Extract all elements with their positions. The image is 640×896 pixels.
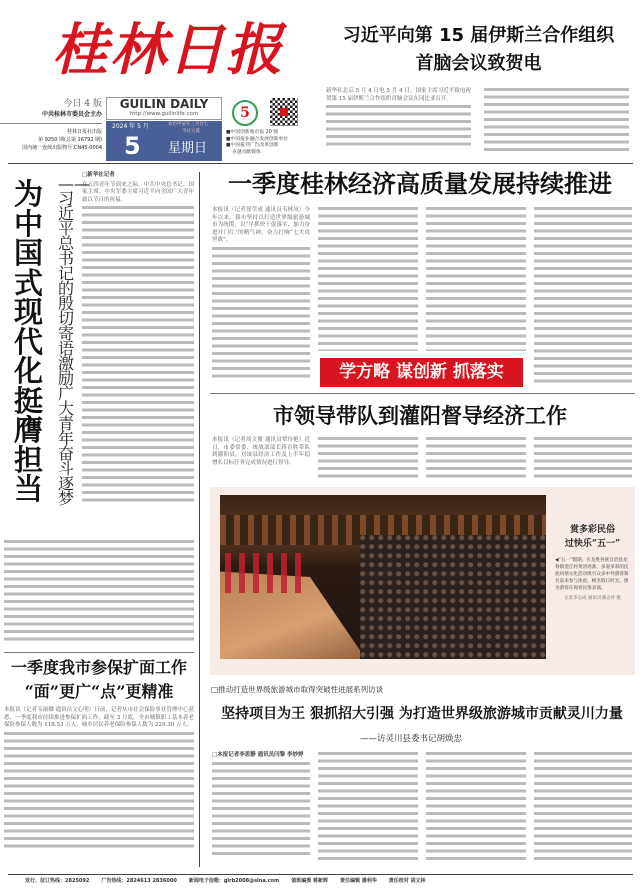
headline-line: “面”更广“点”更精准 — [24, 682, 174, 701]
anniversary-emblem: 5 — [232, 100, 258, 126]
qr-code-icon[interactable] — [270, 98, 298, 126]
solar-term: 今日立夏 — [182, 129, 200, 134]
byline: □本报记者李思静 通讯员闫黎 李妙婷 — [212, 752, 304, 758]
photo-credit: 记者李志成 通讯员潘志坪 摄 — [564, 596, 621, 601]
english-name: GUILIN DAILY — [119, 97, 209, 111]
top-story-headline — [326, 22, 631, 78]
top-story-body-col2 — [484, 88, 629, 154]
editor: 责任编辑 潘利华 — [339, 878, 377, 884]
guanyang-body-col1 — [212, 437, 310, 467]
today-pages: 今日 4 版 — [63, 99, 102, 109]
lingchuan-subtitle: ——访灵川县委书记胡焕忠 — [360, 734, 463, 744]
economy-body-col2 — [318, 207, 418, 351]
honor: ■中国报刊广告改革创新 — [226, 143, 279, 148]
lingchuan-body-col1 — [212, 752, 310, 857]
english-masthead — [106, 97, 222, 120]
honor: 卓越贡献媒体 — [232, 149, 261, 155]
photo-title: 过快乐“五一” — [564, 539, 621, 549]
headline-line: 习近平向第 15 届伊斯兰合作组织 — [342, 25, 615, 46]
subscription-hotline: 发行、征订热线：2825092 — [25, 878, 90, 884]
honor: ■中国报业融合发展创新单位 — [226, 136, 289, 142]
lingchuan-body-col3 — [426, 752, 526, 862]
duty-editor: 值班编委 蒋新晖 — [291, 878, 328, 884]
headline-line: 首脑会议致贺电 — [415, 53, 542, 74]
left-story-subtitle: ——习近平总书记的殷切寄语激励广大青年奋斗逐梦 — [58, 174, 90, 508]
issue-number: 第 9250 期(总第 16792 期) — [38, 137, 102, 143]
economy-lead: 本报讯（记者徐莹成 通讯员韦林凤）今年以来，我市坚持以打造世界级旅游城市为统揽，以“早抓快干促落实、加力奋进开门红”的精气神，奋力打响“七大攻坚战”。 — [212, 207, 310, 243]
newspaper-logo: 桂林日报 — [52, 17, 284, 83]
photo-feature — [210, 487, 635, 675]
weekday: 星期日 — [168, 141, 208, 156]
series-label: □推动打造世界级旅游城市取得突破性进展系列访谈 — [211, 685, 384, 694]
left-story-headline: 为中国式现代化挺膺担当 — [14, 177, 44, 506]
day-number: 5 — [124, 132, 141, 160]
insurance-lead: 本报讯（记者韦丽娜 通讯员文心明）日前，记者从市社会保险事业管理中心获悉，一季度我市持续推进参保扩面工作。截至 3 月底，全市城镇职工基本养老保险参保人数为 118.53 万人，城乡居民养老保险参保人数为 229.30 万人。 — [4, 707, 194, 728]
guanyang-lead: 本报讯（记者周文俊 通讯员覃玲艳）近日，市委常委、统战部部长蒋育胜带队到灌阳县，对该县经济工作及上半年稳增长目标任务完成情况进行督导。 — [212, 437, 310, 466]
insurance-headline — [4, 656, 194, 704]
lingchuan-headline: 坚持项目为王 狠抓招大引强 为打造世界级旅游城市贡献灵川力量 — [221, 706, 623, 722]
folk-performance-photo[interactable] — [220, 495, 546, 659]
top-story-body — [326, 88, 471, 150]
honors-list — [226, 130, 288, 156]
left-story-lead: 在五四青年节到来之际，中共中央总书记、国家主席、中央军委主席习近平向全国广大青年致以节日的祝福。 — [82, 181, 194, 203]
photo-caption: ◀“五一”假期，在龙胜各族自治县龙脊镇金江村黄洛瑶寨，多姿多彩的民族风情文化活动吸引众多中外游客慕名前来参与体验，畅享假日时光。图为游客在观看民俗表演。 — [555, 558, 629, 591]
left-story-body-continued — [4, 540, 194, 643]
guanyang-body-col2 — [318, 437, 418, 482]
economy-body-col3 — [426, 207, 526, 351]
website-url: http://www.guilinlife.com — [129, 111, 199, 117]
honor: ■中国创新地市报 20 强 — [226, 130, 279, 135]
photo-title: 赏多彩民俗 — [569, 525, 615, 535]
slogan-banner: 学方略 谋创新 抓落实 — [320, 358, 523, 387]
news-email[interactable]: 新闻电子信箱：glrb2008@sina.com — [188, 878, 280, 884]
economy-headline: 一季度桂林经济高质量发展持续推进 — [228, 169, 612, 198]
lunar-date: 农历甲辰年三月廿七 — [168, 122, 209, 127]
guanyang-body-col3 — [426, 437, 526, 482]
economy-body-col1 — [212, 207, 310, 382]
headline-line: 一季度我市参保扩面工作 — [10, 658, 187, 677]
left-story-body — [82, 172, 194, 506]
year-month: 2024 年 5 月 — [112, 123, 149, 130]
date-box — [106, 121, 222, 161]
sponsor: 中共桂林市委员会主办 — [0, 110, 102, 124]
lingchuan-body-col4 — [534, 752, 632, 862]
proofreader: 责任校对 胡文林 — [388, 878, 426, 884]
masthead-info — [0, 98, 102, 152]
economy-body-col4 — [534, 207, 632, 387]
guanyang-body-col4 — [534, 437, 632, 482]
insurance-body — [4, 707, 194, 850]
cn-number: 国内统一连续出版物号:CN45-0004 — [22, 145, 102, 151]
publisher: 桂林日报社出版 — [66, 129, 102, 135]
byline: □新华社记者 — [82, 172, 115, 178]
guanyang-headline: 市领导带队到灌阳督导经济工作 — [273, 403, 567, 428]
top-story-lead: 新华社北京 5 月 4 日电 5 月 4 日，国家主席习近平致电祝贺第 15 届伊斯兰合作组织首脑会议在冈比亚召开。 — [326, 88, 471, 102]
footer — [25, 877, 625, 884]
ad-hotline: 广告热线：2824613 2836000 — [101, 878, 177, 884]
lingchuan-body-col2 — [318, 752, 418, 862]
